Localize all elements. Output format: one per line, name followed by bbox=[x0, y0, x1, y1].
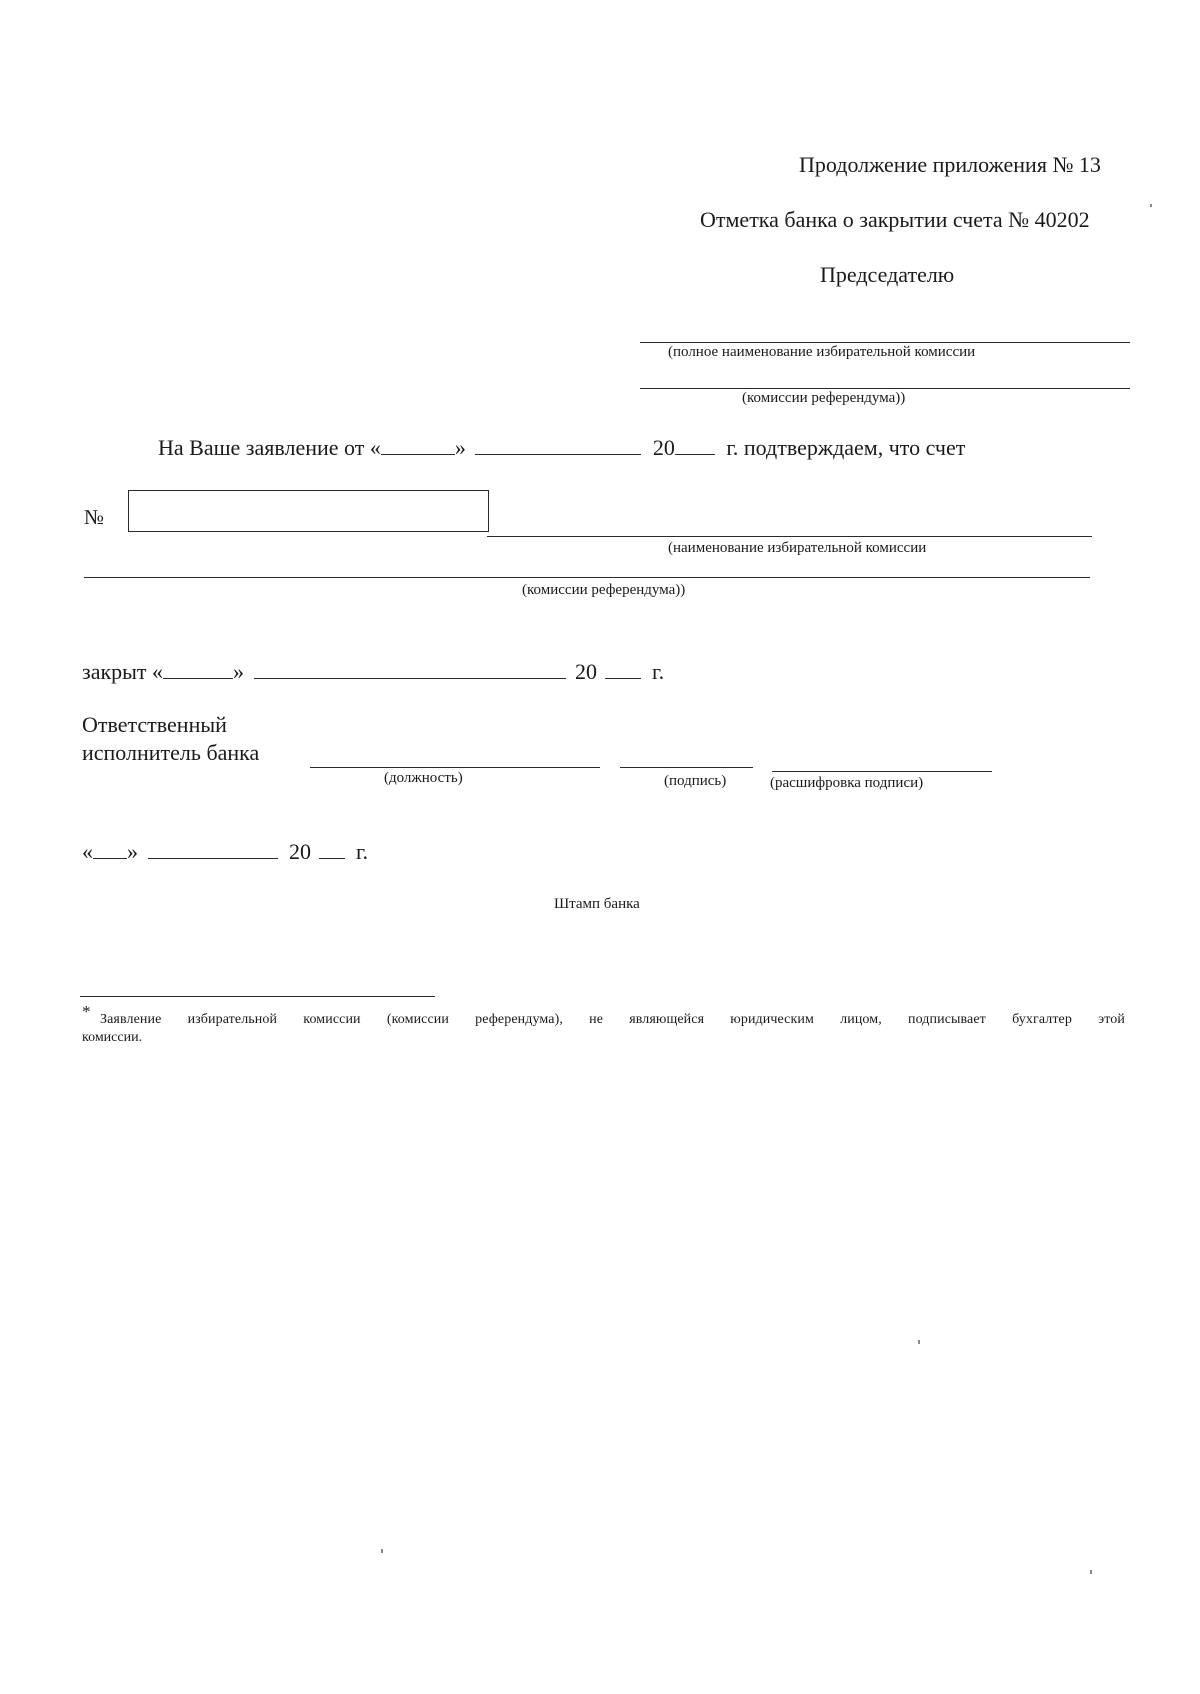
statement-prefix: На Ваше заявление от « bbox=[158, 435, 381, 460]
addressee: Председателю bbox=[820, 262, 955, 287]
caption-position: (должность) bbox=[384, 770, 463, 786]
statement-sentence bbox=[158, 434, 965, 461]
closed-suffix: г. bbox=[652, 659, 665, 684]
closed-date-sentence bbox=[82, 658, 664, 685]
number-sign: № bbox=[84, 505, 105, 529]
statement-month-field[interactable] bbox=[475, 434, 641, 455]
date-close-quote: » bbox=[127, 839, 138, 864]
responsible-label-line1: Ответственный bbox=[82, 712, 227, 737]
statement-suffix: г. подтверждаем, что счет bbox=[726, 435, 966, 460]
statement-year-prefix: 20 bbox=[652, 435, 675, 460]
statement-quote-close: » bbox=[454, 435, 466, 460]
signature-line[interactable] bbox=[620, 767, 753, 768]
footnote-divider bbox=[80, 996, 435, 997]
date-year-prefix: 20 bbox=[289, 839, 311, 864]
commission-name-line-3[interactable] bbox=[487, 536, 1092, 537]
commission-name-line-2[interactable] bbox=[640, 388, 1130, 389]
statement-year-field[interactable] bbox=[675, 434, 715, 455]
date-suffix: г. bbox=[356, 839, 369, 864]
caption-commission-name: (наименование избирательной комиссии bbox=[668, 540, 927, 556]
signature-decoding-line[interactable] bbox=[772, 771, 992, 772]
date-year-field[interactable] bbox=[319, 838, 345, 859]
closed-day-field[interactable] bbox=[163, 658, 233, 679]
account-number-box[interactable] bbox=[128, 490, 489, 532]
commission-name-line-1[interactable] bbox=[640, 342, 1130, 343]
closed-quote-close: » bbox=[233, 659, 245, 684]
closed-year-prefix: 20 bbox=[575, 659, 598, 684]
footnote-text-line1: Заявление избирательной комиссии (комиссии референдума), не являющейся юридическим лицом, подписывает бухгалтер этой bbox=[100, 1012, 1125, 1027]
commission-name-line-4[interactable] bbox=[84, 577, 1090, 578]
caption-signature: (подпись) bbox=[664, 773, 727, 789]
scan-speck bbox=[918, 1340, 920, 1344]
closed-prefix: закрыт « bbox=[82, 659, 164, 684]
caption-referendum-commission-2: (комиссии референдума)) bbox=[522, 582, 686, 598]
date-month-field[interactable] bbox=[148, 838, 278, 859]
footnote-mark: * bbox=[82, 1002, 91, 1021]
caption-full-commission-name: (полное наименование избирательной комиссии bbox=[668, 344, 976, 360]
bank-mark-title: Отметка банка о закрытии счета № 40202 bbox=[700, 207, 1090, 232]
closed-year-field[interactable] bbox=[605, 658, 641, 679]
executor-date bbox=[82, 838, 368, 865]
date-open-quote: « bbox=[82, 839, 93, 864]
scan-speck bbox=[1090, 1570, 1092, 1574]
footnote-text-line2: комиссии. bbox=[82, 1030, 143, 1045]
caption-referendum-commission-1: (комиссии референдума)) bbox=[742, 390, 906, 406]
scan-speck bbox=[1150, 204, 1152, 207]
statement-day-field[interactable] bbox=[381, 434, 455, 455]
position-line[interactable] bbox=[310, 767, 600, 768]
date-day-field[interactable] bbox=[93, 838, 127, 859]
closed-month-field[interactable] bbox=[254, 658, 566, 679]
appendix-continuation: Продолжение приложения № 13 bbox=[799, 152, 1101, 177]
responsible-label-line2: исполнитель банка bbox=[82, 740, 260, 765]
caption-signature-decoding: (расшифровка подписи) bbox=[770, 775, 924, 791]
bank-stamp-label: Штамп банка bbox=[554, 896, 640, 912]
scan-speck bbox=[381, 1549, 383, 1553]
